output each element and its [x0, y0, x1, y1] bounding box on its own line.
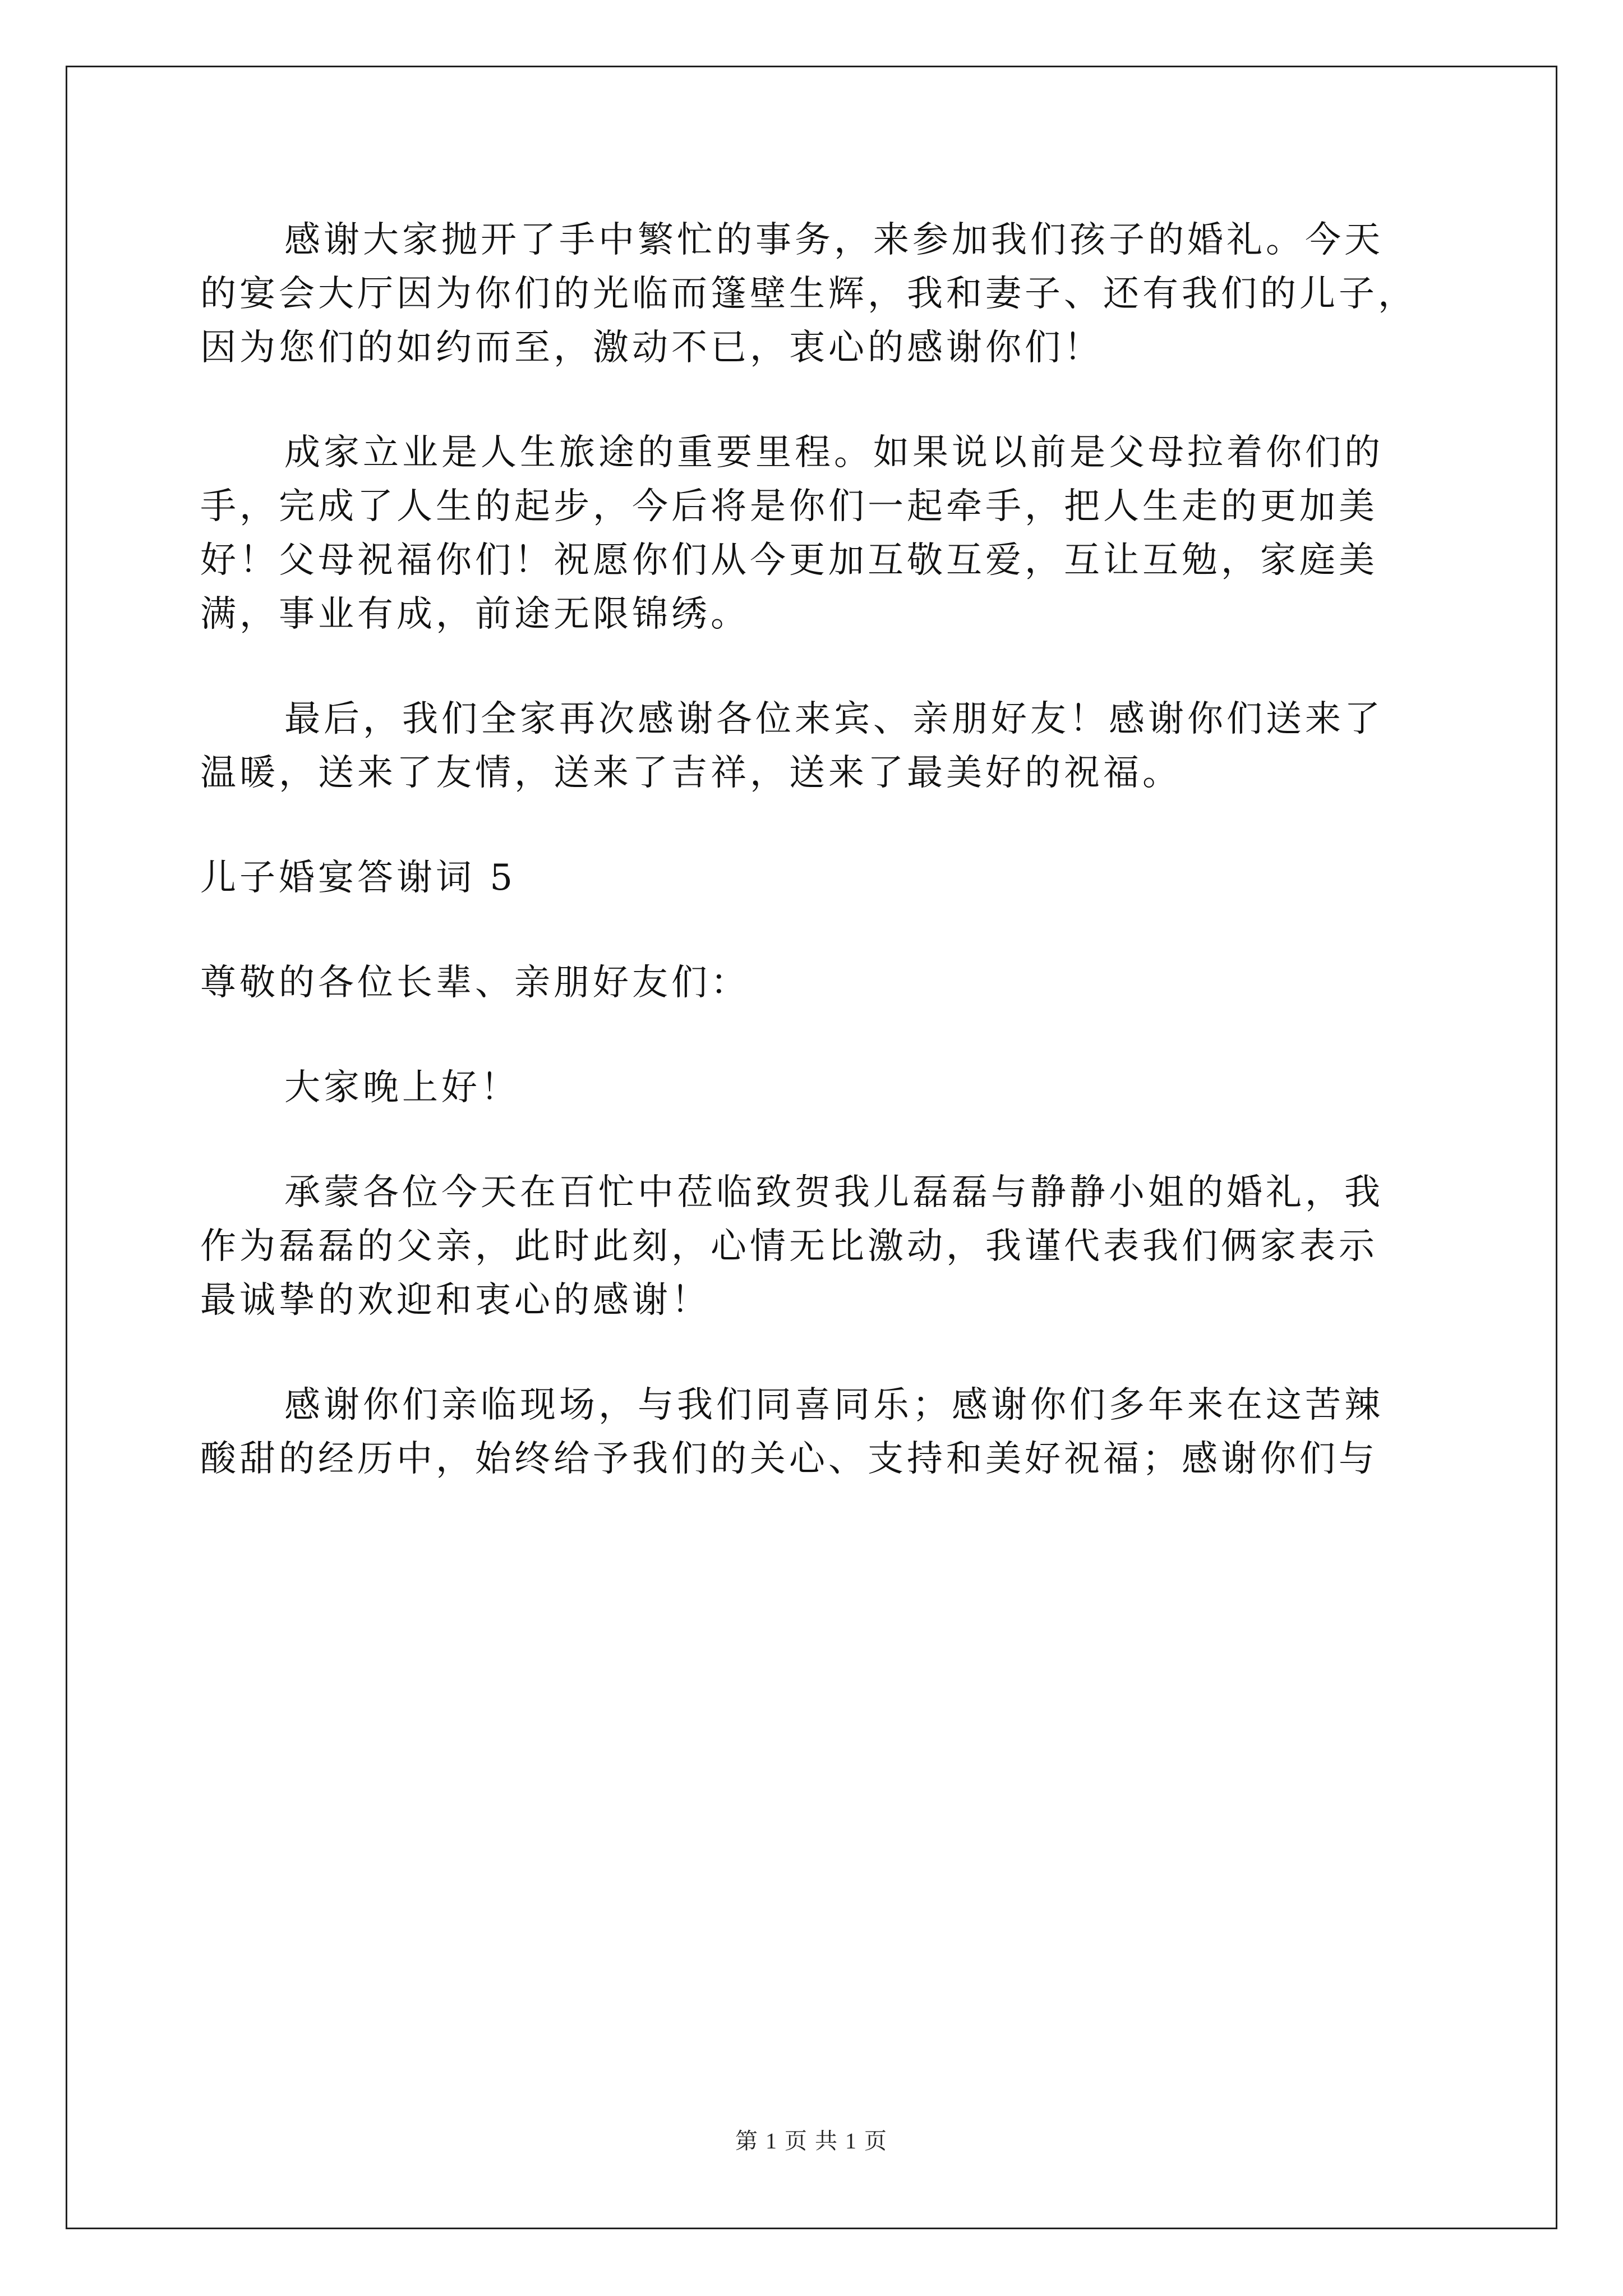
text-line: 作为磊磊的父亲，此时此刻，心情无比激动，我谨代表我们俩家表示 — [200, 1226, 1378, 1267]
paragraph — [200, 692, 1428, 800]
text-line: 大家晚上好！ — [284, 1067, 520, 1108]
text-line: 手，完成了人生的起步，今后将是你们一起牵手，把人生走的更加美 — [200, 486, 1378, 527]
text-line: 的宴会大厅因为你们的光临而篷壁生辉，我和妻子、还有我们的儿子， — [200, 273, 1417, 315]
text-line: 成家立业是人生旅途的重要里程。如果说以前是父母拉着你们的 — [284, 432, 1384, 473]
text-line: 最后，我们全家再次感谢各位来宾、亲朋好友！感谢你们送来了 — [284, 698, 1384, 740]
salutation — [200, 956, 1428, 1010]
paragraph — [200, 1378, 1428, 1486]
paragraph — [200, 426, 1428, 641]
heading-text: 儿子婚宴答谢词 5 — [200, 857, 517, 899]
text-line: 最诚挚的欢迎和衷心的感谢！ — [200, 1280, 711, 1321]
document-body — [200, 213, 1428, 1537]
section-heading — [200, 851, 1428, 905]
text-line: 感谢你们亲临现场，与我们同喜同乐；感谢你们多年来在这苦辣 — [284, 1384, 1384, 1426]
text-line: 尊敬的各位长辈、亲朋好友们： — [200, 962, 750, 1004]
text-line: 好！父母祝福你们！祝愿你们从今更加互敬互爱，互让互勉，家庭美 — [200, 540, 1378, 581]
text-line: 酸甜的经历中，始终给予我们的关心、支持和美好祝福；感谢你们与 — [200, 1438, 1378, 1480]
text-line: 感谢大家抛开了手中繁忙的事务，来参加我们孩子的婚礼。今天 — [284, 219, 1384, 261]
greeting — [200, 1061, 1428, 1115]
paragraph — [200, 213, 1428, 375]
page-footer: 第 1 页 共 1 页 — [735, 2128, 888, 2154]
text-line: 承蒙各位今天在百忙中莅临致贺我儿磊磊与静静小姐的婚礼，我 — [284, 1172, 1384, 1213]
text-line: 因为您们的如约而至，激动不已，衷心的感谢你们！ — [200, 327, 1103, 369]
paragraph — [200, 1166, 1428, 1327]
text-line: 温暖，送来了友情，送来了吉祥，送来了最美好的祝福。 — [200, 752, 1182, 794]
text-line: 满，事业有成，前途无限锦绣。 — [200, 593, 750, 635]
